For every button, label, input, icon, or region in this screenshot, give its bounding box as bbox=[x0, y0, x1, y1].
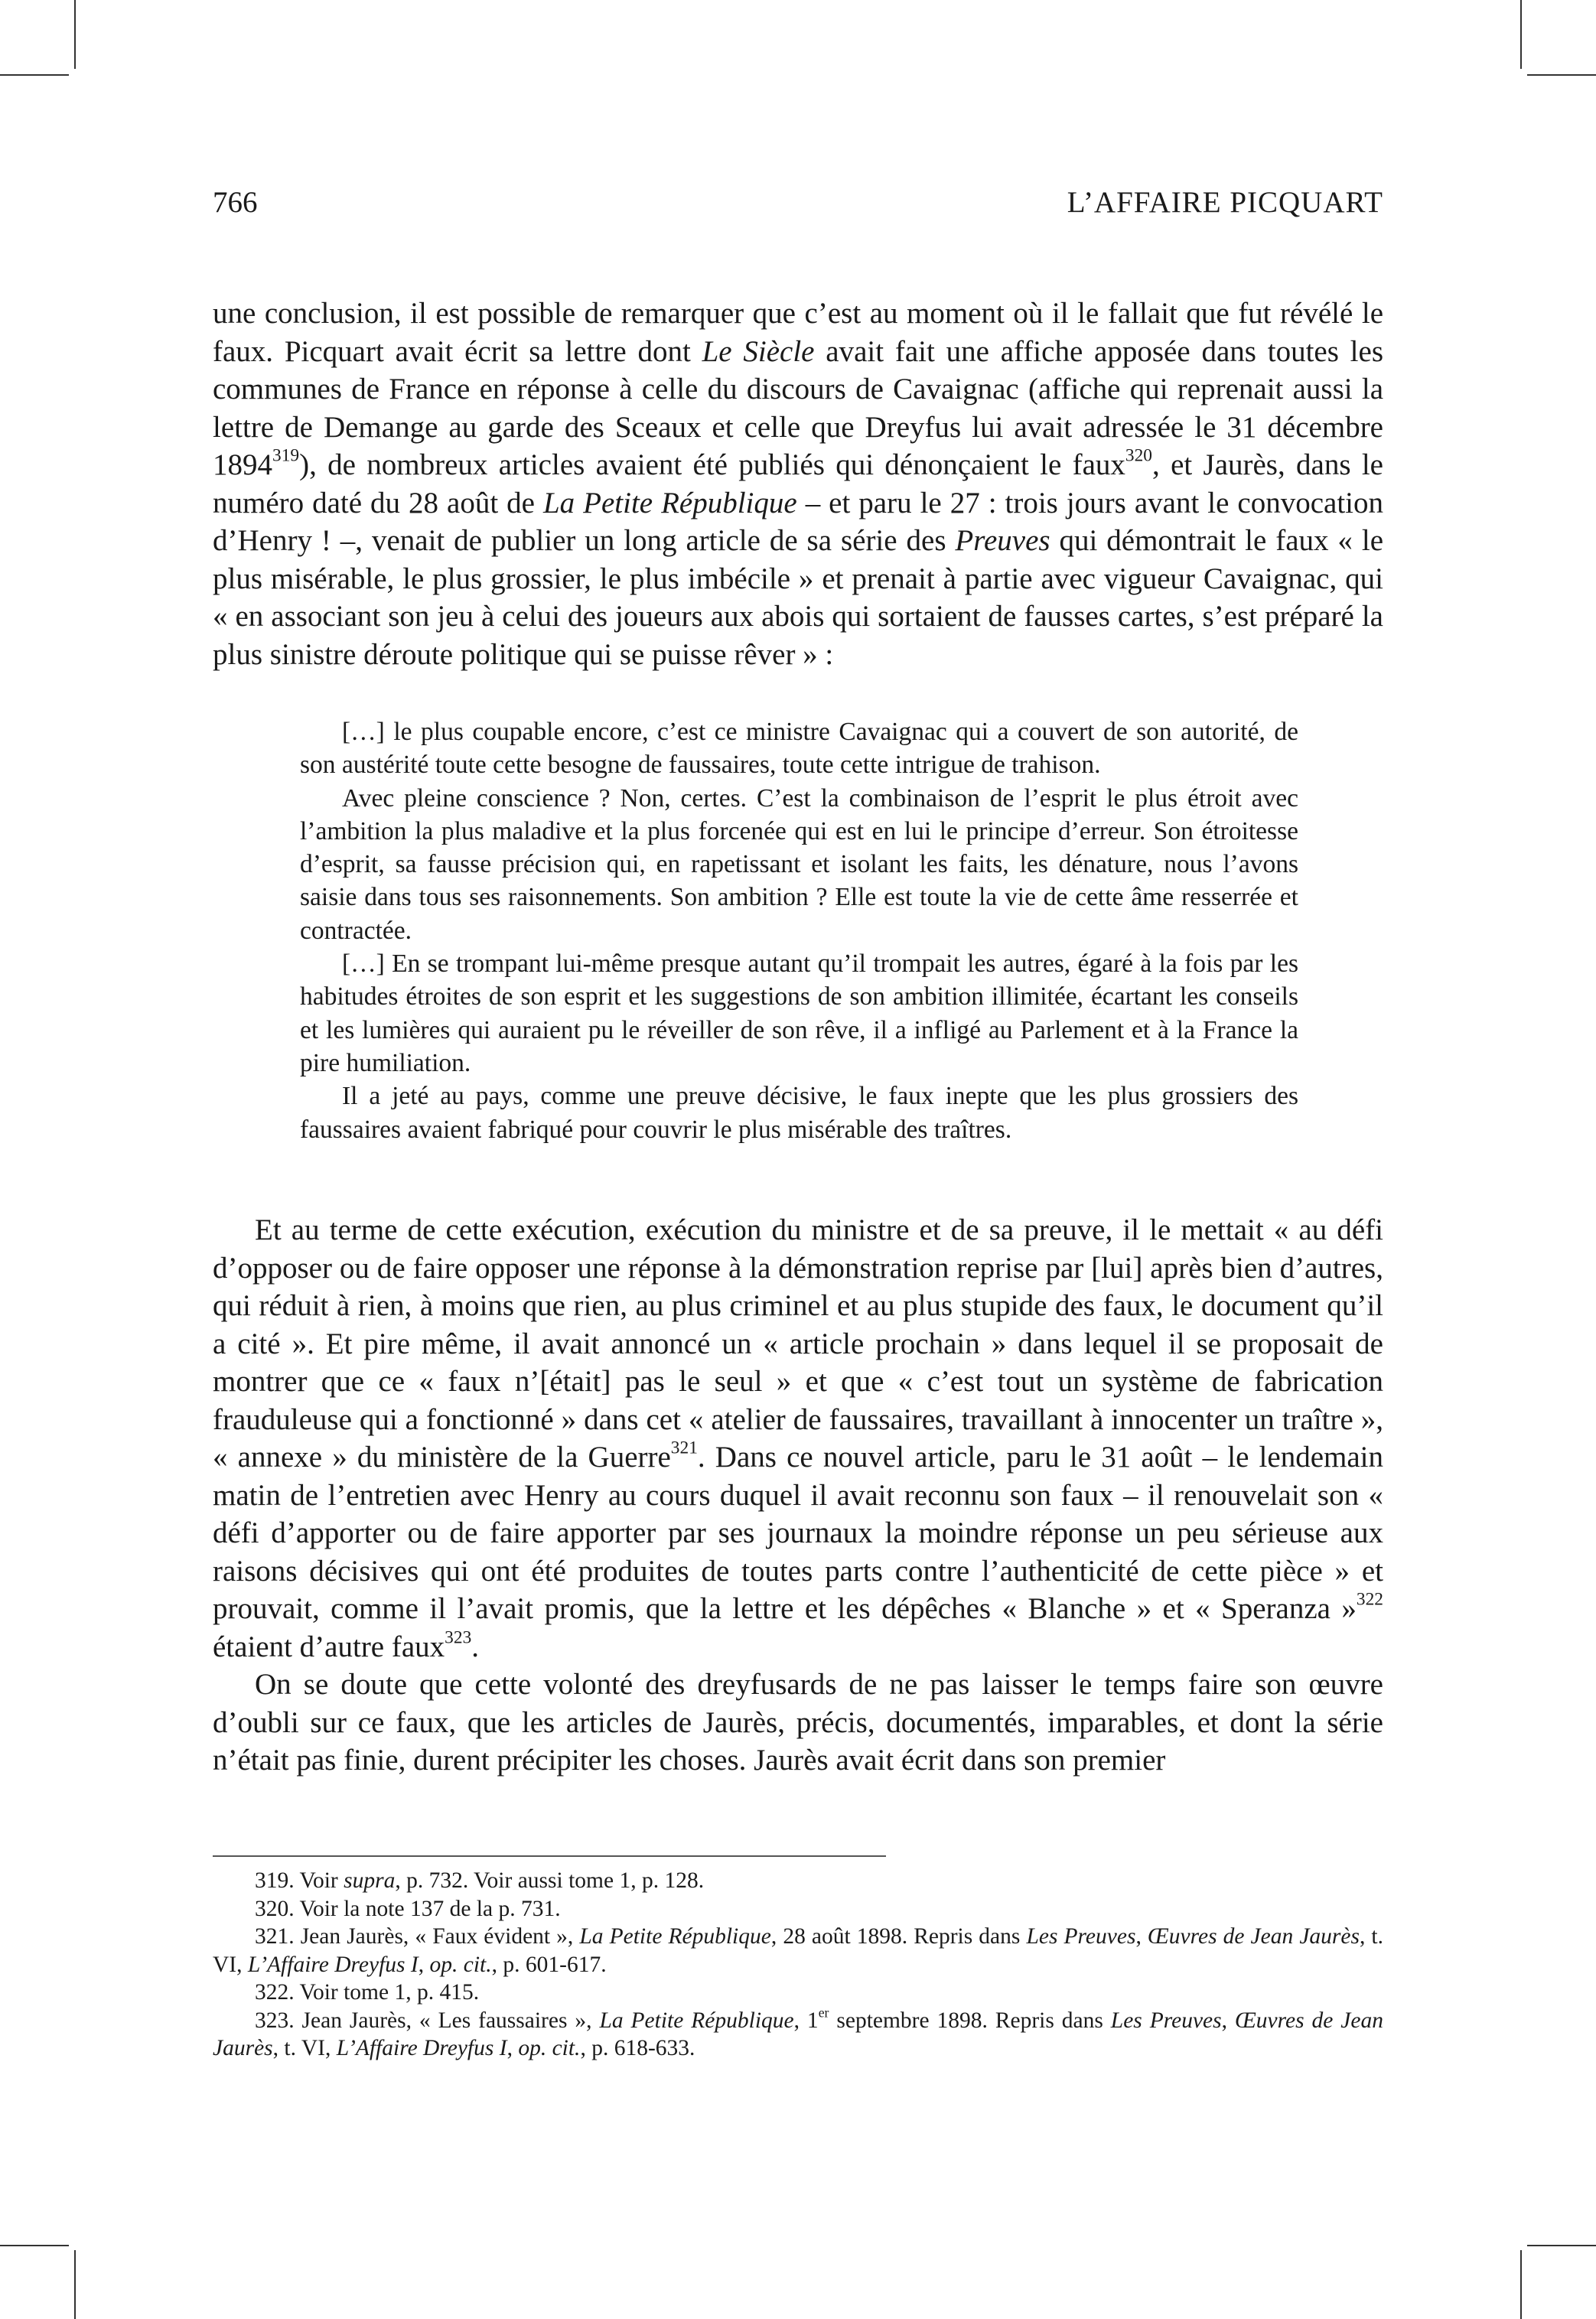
footnote-separator bbox=[213, 1855, 886, 1857]
italic-run: La Petite République bbox=[579, 1924, 771, 1949]
text-run: , 1 bbox=[793, 2008, 819, 2033]
text-run: – et paru le 27 : trois jours avant le convocation d’Henry ! –, venait de publier un long article de sa série des bbox=[213, 486, 1384, 557]
crop-mark bbox=[74, 2250, 76, 2319]
footnote-ref[interactable]: 320 bbox=[1125, 445, 1152, 466]
body-paragraph-2 bbox=[213, 1211, 1383, 1780]
italic-run: Œuvres de Jean Jaurès bbox=[213, 2008, 1383, 2060]
paragraph: On se doute que cette volonté des dreyfusards de ne pas laisser le temps faire son œuvre d’oubli sur ce faux, que les articles de Jaurès, précis, documentés, imparables, et dont la série n’était pas finie, durent précipiter les choses. Jaurès avait écrit dans son premier bbox=[213, 1668, 1383, 1777]
text-run: avait fait une affiche apposée dans toutes les communes de France en réponse à celle du discours de Cavaignac (affiche qui reprenait aussi la lettre de Demange au garde des Sceaux et celle que Dreyfus lui avait adressée le 31 décembre 1894 bbox=[213, 334, 1384, 481]
italic-run: L’Affaire Dreyfus I bbox=[336, 2036, 507, 2060]
crop-mark bbox=[0, 74, 69, 76]
italic-run: La Petite République bbox=[599, 2008, 794, 2033]
text-run: Et au terme de cette exécution, exécution du ministre et de sa preuve, il le mettait « au défi d’opposer ou de faire opposer une réponse à la démonstration reprise par [lui] après bien d’autres, qui réduit à rien, à moins que rien, au plus criminel et au plus stupide des faux, le document qu’il a cité ». Et pire même, il avait annoncé un « article prochain » dans lequel il se proposait de montrer que ce « faux n’[était] pas le seul » et que « c’est tout un système de fabrication frauduleuse qui a fonctionné » dans cet « atelier de faussaires, travaillant à innocenter un traître », « annexe » du ministère de la Guerre bbox=[213, 1213, 1383, 1474]
text-run: , p. 618-633. bbox=[580, 2036, 695, 2060]
footnote-320: 320. Voir la note 137 de la p. 731. bbox=[255, 1896, 561, 1921]
block-quote bbox=[300, 715, 1298, 1146]
crop-mark bbox=[1527, 74, 1596, 76]
italic-run: Les Preuves bbox=[1110, 2008, 1222, 2033]
text-run: , bbox=[418, 1952, 430, 1977]
footnote-ref[interactable]: 319 bbox=[272, 445, 300, 466]
text-run: . Dans ce nouvel article, paru le 31 août – le lendemain matin de l’entretien avec Henry au cours duquel il avait reconnu son faux – il renouvelait son « défi d’apporter ou de faire apporter par ses journaux la moindre réponse un peu sérieuse aux raisons décisives qui ont été produites de toutes parts contre l’authenticité de cette pièce » et prouvait, comme il l’avait promis, que la lettre et les dépêches « Blanche » et « Speranza » bbox=[213, 1441, 1383, 1625]
text-run: 319. Voir bbox=[255, 1868, 344, 1893]
italic-run: Œuvres de Jean Jaurès bbox=[1147, 1924, 1360, 1949]
paragraph bbox=[213, 295, 1383, 673]
text-run: ), de nombreux articles avaient été publiés qui dénonçaient le faux bbox=[299, 448, 1125, 481]
body-paragraph-1 bbox=[213, 295, 1383, 673]
text-run: , p. 601-617. bbox=[491, 1952, 607, 1977]
paragraph bbox=[213, 1211, 1383, 1666]
footnote-ref[interactable]: 321 bbox=[670, 1438, 698, 1458]
text-run: , bbox=[1135, 1924, 1148, 1949]
superscript: er bbox=[818, 2005, 829, 2021]
text-run: étaient d’autre faux bbox=[213, 1630, 445, 1663]
title-italic: Le Siècle bbox=[702, 334, 815, 368]
quote-paragraph: […] le plus coupable encore, c’est ce ministre Cavaignac qui a couvert de son autorité, de son austérité toute cette besogne de faussaires, toute cette intrigue de trahison. bbox=[300, 718, 1298, 780]
footnote-ref[interactable]: 323 bbox=[445, 1627, 472, 1647]
text-run: , p. 732. Voir aussi tome 1, p. 128. bbox=[395, 1868, 705, 1893]
crop-mark bbox=[1520, 0, 1522, 69]
footnote-319 bbox=[213, 1867, 1383, 1895]
text-run: , t. VI, bbox=[272, 2036, 337, 2060]
crop-mark bbox=[74, 0, 76, 69]
text-run: qui démontrait le faux « le plus misérable, le plus grossier, le plus imbécile » et prenait à partie avec vigueur Cavaignac, qui « en associant son jeu à celui des joueurs aux abois qui sortaient de fausses cartes, s’est préparé la plus sinistre déroute politique qui se puisse rêver » : bbox=[213, 524, 1384, 671]
crop-mark bbox=[1527, 2245, 1596, 2246]
text-run: septembre 1898. Repris dans bbox=[829, 2008, 1111, 2033]
footnote-322: 322. Voir tome 1, p. 415. bbox=[255, 1980, 480, 2005]
running-title: L’AFFAIRE PICQUART bbox=[1067, 186, 1383, 219]
page-number: 766 bbox=[213, 186, 258, 219]
text-run: , 28 août 1898. Repris dans bbox=[770, 1924, 1027, 1949]
quote-paragraph: Avec pleine conscience ? Non, certes. C’est la combinaison de l’esprit le plus étroit avec l’ambition la plus maladive et la plus forcenée qui est en lui le principe d’erreur. Son étroitesse d’esprit, sa fausse précision qui, en rapetissant et isolant les faits, les dénature, nous l’avons saisie dans tous ses raisonnements. Son ambition ? Elle est toute la vie de cette âme resserrée et contractée. bbox=[300, 783, 1298, 945]
title-italic: La Petite République bbox=[542, 486, 797, 519]
text-run: , et Jaurès, dans le numéro daté du 28 août de bbox=[213, 448, 1383, 519]
italic-run: Les Preuves bbox=[1026, 1924, 1136, 1949]
crop-mark bbox=[0, 2245, 69, 2246]
text-run: , bbox=[506, 2036, 519, 2060]
text-run: une conclusion, il est possible de remarquer que c’est au moment où il le fallait que fut révélé le faux. Picquart avait écrit sa lettre dont bbox=[213, 297, 1383, 368]
text-run: 323. Jean Jaurès, « Les faussaires », bbox=[255, 2008, 600, 2033]
quote-paragraph: […] En se trompant lui-même presque autant qu’il trompait les autres, égaré à la fois par les habitudes étroites de son esprit et les suggestions de son ambition illimitée, écartant les conseils et les lumières qui auraient pu le réveiller de son rêve, il a infligé au Parlement et à la France la pire humiliation. bbox=[300, 949, 1298, 1077]
title-italic: Preuves bbox=[955, 524, 1050, 557]
italic-run: L’Affaire Dreyfus I bbox=[247, 1952, 419, 1977]
footnotes bbox=[213, 1867, 1383, 2063]
footnote-ref[interactable]: 322 bbox=[1356, 1589, 1383, 1610]
text-run: , t. VI, bbox=[213, 1924, 1383, 1977]
quote-paragraph: Il a jeté au pays, comme une preuve décisive, le faux inepte que les plus grossiers des faussaires avaient fabriqué pour couvrir le plus misérable des traîtres. bbox=[300, 1082, 1298, 1144]
text-run: 321. Jean Jaurès, « Faux évident », bbox=[255, 1924, 580, 1949]
italic-run: supra bbox=[344, 1868, 396, 1893]
footnote-323 bbox=[213, 2007, 1383, 2063]
text-run: . bbox=[471, 1630, 480, 1663]
italic-run: op. cit. bbox=[518, 2036, 581, 2060]
italic-run: op. cit. bbox=[429, 1952, 492, 1977]
footnote-321 bbox=[213, 1923, 1383, 1979]
text-run: , bbox=[1221, 2008, 1235, 2033]
crop-mark bbox=[1520, 2250, 1522, 2319]
